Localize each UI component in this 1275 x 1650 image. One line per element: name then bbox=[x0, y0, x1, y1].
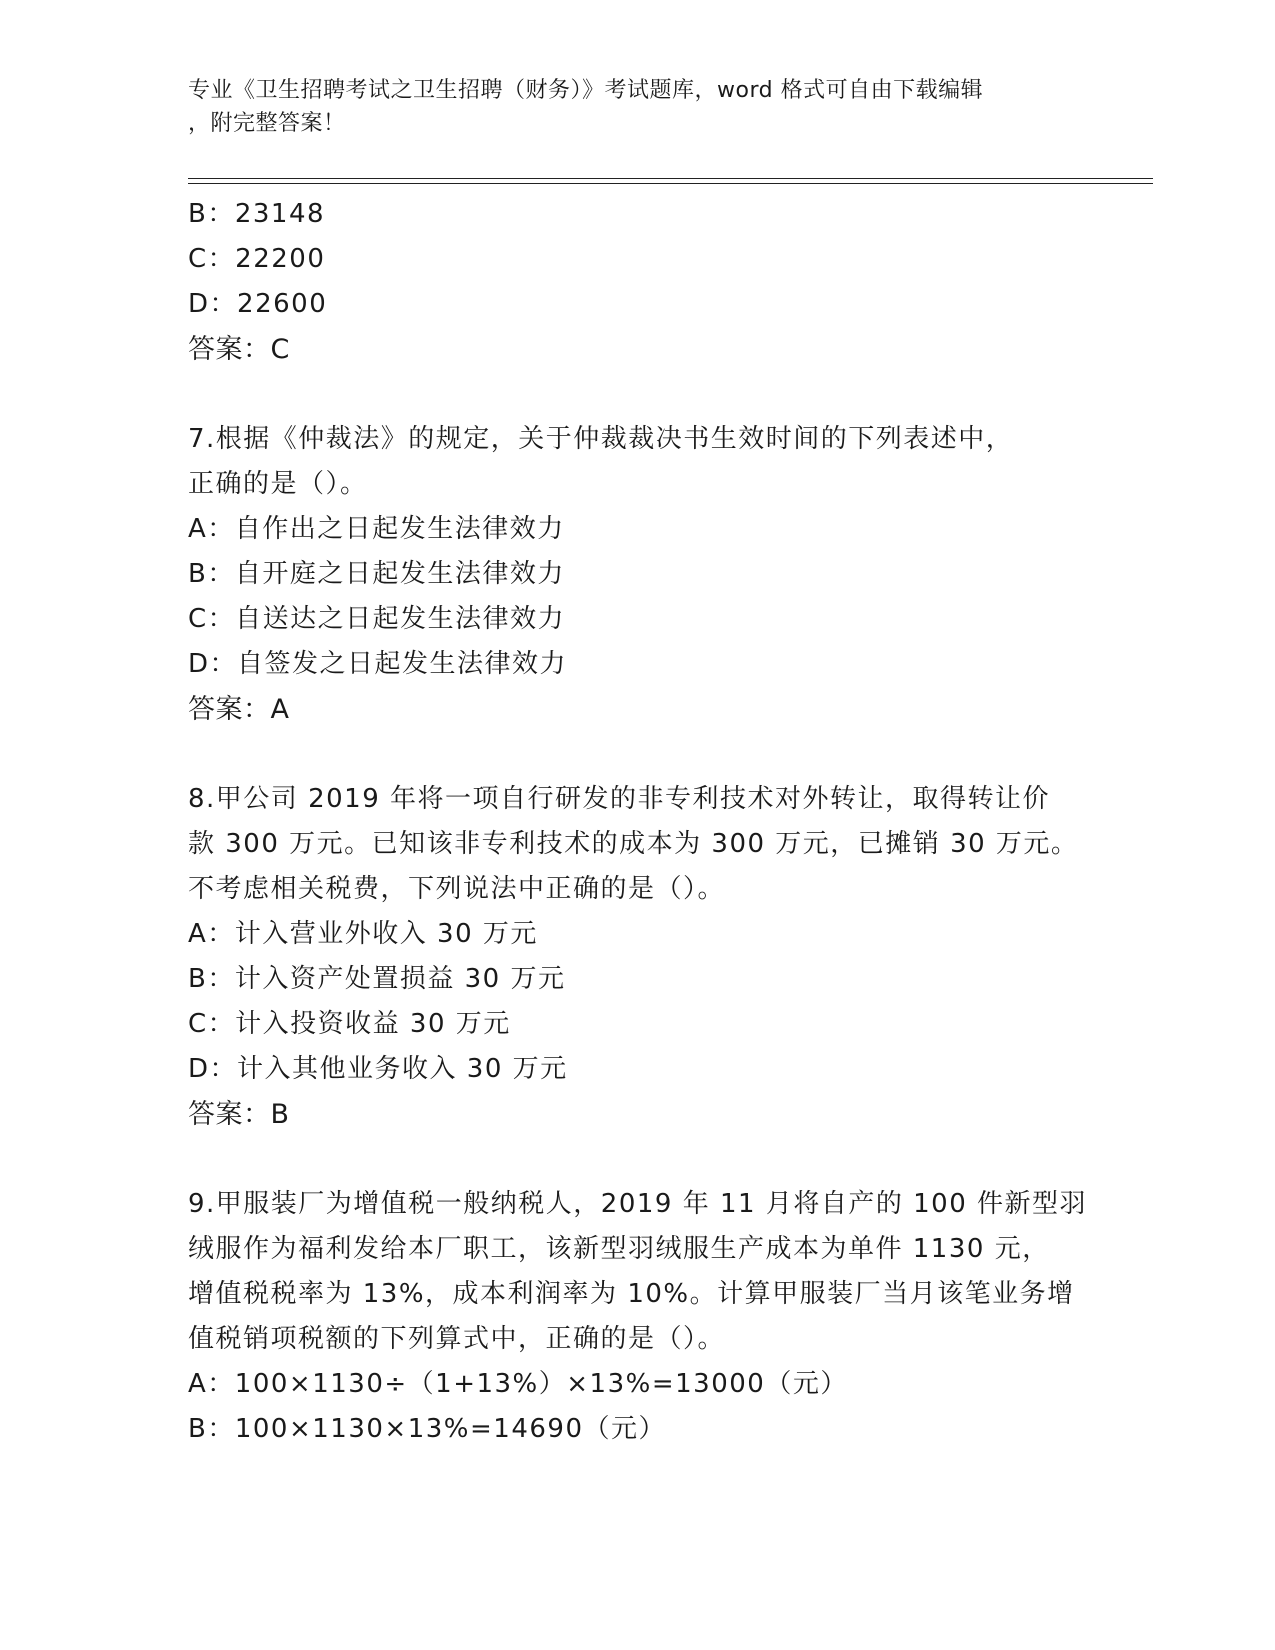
spacer bbox=[188, 372, 1088, 417]
header-line-2: ，附完整答案！ bbox=[188, 111, 346, 136]
answer-line: 答案：A bbox=[188, 694, 290, 725]
question-stem: 值税销项税额的下列算式中，正确的是（）。 bbox=[188, 1324, 726, 1354]
spacer bbox=[188, 732, 1088, 777]
answer-line: 答案：C bbox=[188, 334, 290, 365]
spacer bbox=[188, 1137, 1088, 1182]
option-d: D：计入其他业务收入 30 万元 bbox=[188, 1054, 568, 1084]
answer-line: 答案：B bbox=[188, 1099, 290, 1130]
question-stem: 7.根据《仲裁法》的规定，关于仲裁裁决书生效时间的下列表述中， bbox=[188, 424, 1014, 454]
document-header bbox=[188, 74, 1088, 140]
question-stem: 款 300 万元。已知该非专利技术的成本为 300 万元，已摊销 30 万元。 bbox=[188, 829, 1079, 859]
question-stem: 9.甲服装厂为增值税一般纳税人，2019 年 11 月将自产的 100 件新型羽 bbox=[188, 1189, 1088, 1219]
question-stem: 绒服作为福利发给本厂职工，该新型羽绒服生产成本为单件 1130 元， bbox=[188, 1234, 1050, 1264]
option-b: B：计入资产处置损益 30 万元 bbox=[188, 964, 566, 994]
question-9 bbox=[188, 1182, 1088, 1452]
header-divider-bottom bbox=[188, 183, 1153, 184]
header-divider-top bbox=[188, 178, 1153, 179]
header-line-1: 专业《卫生招聘考试之卫生招聘（财务）》考试题库，word 格式可自由下载编辑 bbox=[188, 78, 984, 103]
question-7 bbox=[188, 417, 1088, 732]
option-c: C：22200 bbox=[188, 244, 326, 274]
option-a: A：计入营业外收入 30 万元 bbox=[188, 919, 538, 949]
option-c: C：自送达之日起发生法律效力 bbox=[188, 604, 566, 634]
question-stem: 不考虑相关税费，下列说法中正确的是（）。 bbox=[188, 874, 726, 904]
option-b: B：自开庭之日起发生法律效力 bbox=[188, 559, 565, 589]
option-d: D：22600 bbox=[188, 289, 328, 319]
option-a: A：自作出之日起发生法律效力 bbox=[188, 514, 565, 544]
option-b: B：23148 bbox=[188, 199, 326, 229]
question-stem: 8.甲公司 2019 年将一项自行研发的非专利技术对外转让，取得转让价 bbox=[188, 784, 1051, 814]
question-6-tail bbox=[188, 192, 1088, 372]
option-a: A：100×1130÷（1+13%）×13%=13000（元） bbox=[188, 1369, 848, 1399]
question-8 bbox=[188, 777, 1088, 1137]
question-stem: 增值税税率为 13%，成本利润率为 10%。计算甲服装厂当月该笔业务增 bbox=[188, 1279, 1075, 1309]
question-stem: 正确的是（）。 bbox=[188, 469, 368, 499]
option-b: B：100×1130×13%=14690（元） bbox=[188, 1414, 666, 1444]
option-c: C：计入投资收益 30 万元 bbox=[188, 1009, 511, 1039]
question-content bbox=[188, 192, 1088, 1452]
option-d: D：自签发之日起发生法律效力 bbox=[188, 649, 568, 679]
